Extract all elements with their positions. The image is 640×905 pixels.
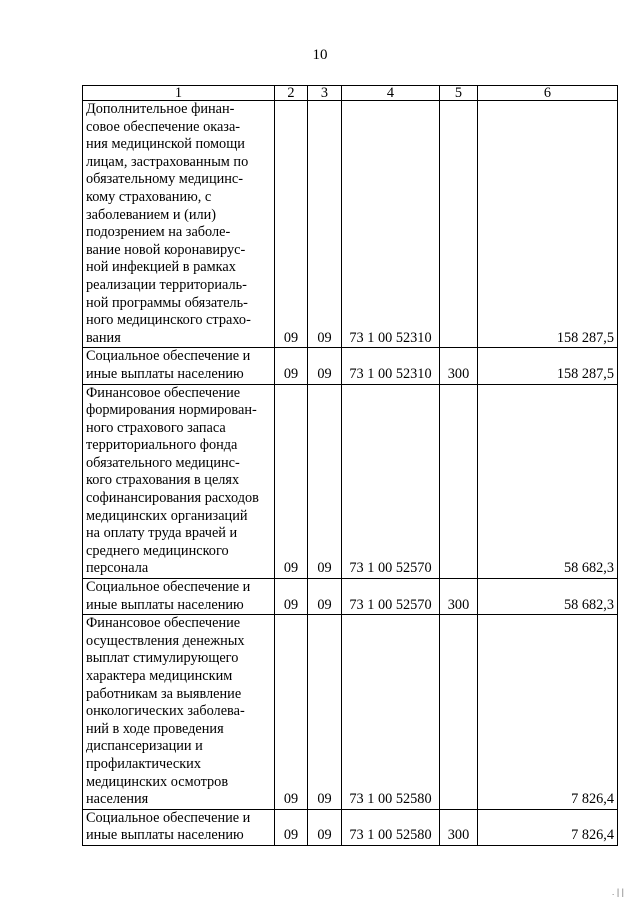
row-subsection: 09 [308, 101, 342, 348]
row-expense-type: 300 [440, 579, 478, 615]
row-amount: 7 826,4 [478, 615, 618, 810]
page-number: 10 [312, 47, 328, 63]
row-description: Социальное обеспечение и иные выплаты населению [83, 579, 275, 615]
row-target-article: 73 1 00 52310 [342, 348, 440, 384]
row-expense-type [440, 101, 478, 348]
header-col-4: 4 [342, 86, 440, 101]
row-amount: 158 287,5 [478, 101, 618, 348]
row-expense-type: 300 [440, 348, 478, 384]
row-target-article: 73 1 00 52580 [342, 809, 440, 845]
row-target-article: 73 1 00 52310 [342, 101, 440, 348]
row-section: 09 [275, 384, 308, 579]
row-expense-type [440, 384, 478, 579]
header-col-5: 5 [440, 86, 478, 101]
row-section: 09 [275, 615, 308, 810]
row-expense-type: 300 [440, 809, 478, 845]
row-section: 09 [275, 101, 308, 348]
row-subsection: 09 [308, 809, 342, 845]
row-amount: 7 826,4 [478, 809, 618, 845]
corner-marks: . | | [611, 887, 624, 897]
table-row [83, 809, 618, 845]
row-description: Финансовое обеспечение формирования нормирован- ного страхового запаса территориального фонда обязательного медицинс- кого страхования в целях софинансирования расходов медицинских организаций на оплату труда врачей и среднего медицинского персонала [83, 384, 275, 579]
row-subsection: 09 [308, 579, 342, 615]
header-col-6: 6 [478, 86, 618, 101]
row-subsection: 09 [308, 348, 342, 384]
table-header-row [83, 86, 618, 101]
row-section: 09 [275, 579, 308, 615]
table-row [83, 579, 618, 615]
table-row [83, 348, 618, 384]
row-amount: 58 682,3 [478, 384, 618, 579]
row-subsection: 09 [308, 615, 342, 810]
row-subsection: 09 [308, 384, 342, 579]
table-row [83, 384, 618, 579]
row-description: Дополнительное финан- совое обеспечение оказа- ния медицинской помощи лицам, застрахованным по обязательному медицинс- кому страхованию, с заболеванием и (или) подозрением на заболе- вание новой коронавирус- ной инфекцией в рамках реализации территориаль- ной программы обязатель- ного медицинского страхо- вания [83, 101, 275, 348]
header-col-2: 2 [275, 86, 308, 101]
row-description: Социальное обеспечение и иные выплаты населению [83, 809, 275, 845]
row-target-article: 73 1 00 52580 [342, 615, 440, 810]
table-row [83, 101, 618, 348]
row-amount: 58 682,3 [478, 579, 618, 615]
row-description: Финансовое обеспечение осуществления денежных выплат стимулирующего характера медицинским работникам за выявление онкологических заболева- ний в ходе проведения диспансеризации и профилактических медицинских осмотров населения [83, 615, 275, 810]
row-section: 09 [275, 348, 308, 384]
header-col-3: 3 [308, 86, 342, 101]
table-row [83, 615, 618, 810]
header-col-1: 1 [83, 86, 275, 101]
row-description: Социальное обеспечение и иные выплаты населению [83, 348, 275, 384]
budget-table [82, 85, 618, 846]
row-amount: 158 287,5 [478, 348, 618, 384]
row-target-article: 73 1 00 52570 [342, 579, 440, 615]
row-section: 09 [275, 809, 308, 845]
row-expense-type [440, 615, 478, 810]
row-target-article: 73 1 00 52570 [342, 384, 440, 579]
